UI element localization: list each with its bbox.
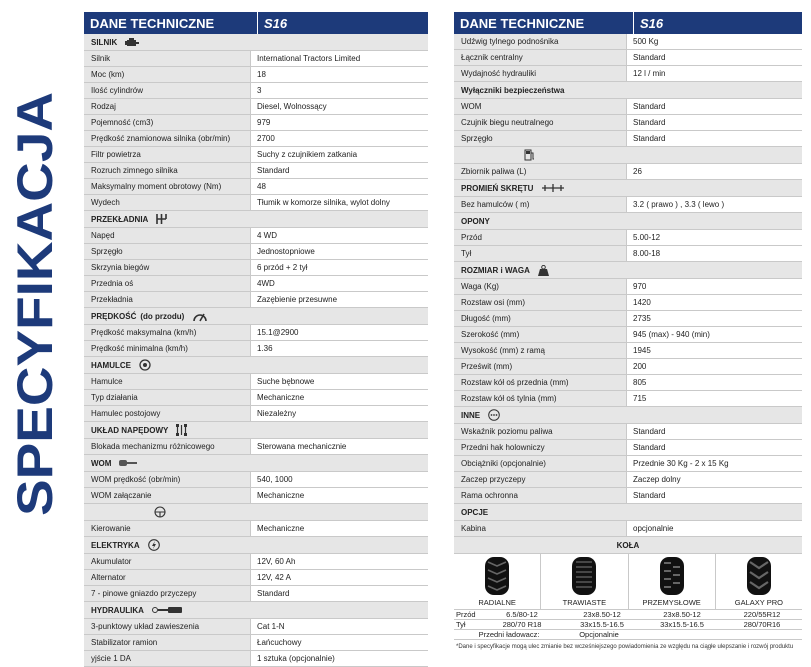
spec-row <box>454 99 802 115</box>
spec-row <box>84 439 428 455</box>
spec-label: Maksymalny moment obrotowy (Nm) <box>84 179 251 194</box>
spec-label: yjście 1 DA <box>84 651 251 666</box>
wheel-type-label: PRZEMYSŁOWE <box>642 598 701 607</box>
spec-label: Zaczep przyczepy <box>454 472 627 487</box>
section-header <box>454 213 802 230</box>
spec-label: Sprzęgło <box>454 131 627 146</box>
spec-label: Rozruch zimnego silnika <box>84 163 251 178</box>
spec-row <box>454 359 802 375</box>
spec-value: Sterowana mechanicznie <box>251 439 428 454</box>
spec-row <box>454 424 802 440</box>
wheel-type <box>454 554 541 609</box>
wheels-section-title: KOŁA <box>454 537 802 554</box>
section-header <box>84 308 428 325</box>
section-header <box>84 537 428 554</box>
section-title: ELEKTRYKA <box>91 540 140 550</box>
section-title: OPONY <box>461 216 490 226</box>
header-title: DANE TECHNICZNE <box>460 15 585 31</box>
spec-row <box>84 488 428 504</box>
spec-value: Jednostopniowe <box>251 244 428 259</box>
steering-icon <box>154 506 166 518</box>
spec-value: Standard <box>251 586 428 601</box>
spec-value: Mechaniczne <box>251 390 428 405</box>
spec-value: 200 <box>627 359 802 374</box>
spec-value: Suche bębnowe <box>251 374 428 389</box>
spec-row <box>84 147 428 163</box>
spec-row <box>454 456 802 472</box>
spec-value: Suchy z czujnikiem zatkania <box>251 147 428 162</box>
spec-row <box>84 115 428 131</box>
spec-label: Sprzęgło <box>84 244 251 259</box>
spec-value: 715 <box>627 391 802 406</box>
spec-label: Waga (Kg) <box>454 279 627 294</box>
spec-row <box>454 50 802 66</box>
spec-row <box>84 635 428 651</box>
spec-label: Zbiornik paliwa (L) <box>454 164 627 179</box>
spec-value: Standard <box>627 488 802 503</box>
spec-label: Filtr powietrza <box>84 147 251 162</box>
section-header <box>454 504 802 521</box>
wheel-type <box>716 554 802 609</box>
spec-row <box>84 228 428 244</box>
spec-value: Niezależny <box>251 406 428 421</box>
spec-value: Standard <box>627 440 802 455</box>
spec-row <box>84 325 428 341</box>
spec-value: Cat 1-N <box>251 619 428 634</box>
spec-value: Zaczep dolny <box>627 472 802 487</box>
wheel-front-row: Przód 6.5/80-12 23x8.50-12 23x8.50-12 220/55R12 <box>454 610 802 620</box>
spec-value: 540, 1000 <box>251 472 428 487</box>
spec-row <box>454 311 802 327</box>
spec-label: Rozstaw kół oś tylnia (mm) <box>454 391 627 406</box>
spec-row <box>84 131 428 147</box>
spec-row <box>84 83 428 99</box>
section-header <box>84 504 428 521</box>
spec-value: 12V, 60 Ah <box>251 554 428 569</box>
spec-label: Rama ochronna <box>454 488 627 503</box>
section-header <box>84 455 428 472</box>
pto-icon <box>119 458 137 468</box>
spec-row <box>84 570 428 586</box>
spec-row <box>84 554 428 570</box>
spec-row <box>454 391 802 407</box>
turning-icon <box>541 183 565 193</box>
spec-label: Stabilizator ramion <box>84 635 251 650</box>
spec-value: 1.36 <box>251 341 428 356</box>
vertical-title-text: SPECYFIKACJA <box>8 129 60 516</box>
section-title: HYDRAULIKA <box>91 605 144 615</box>
spec-label: Wydajność hydrauliki <box>454 66 627 81</box>
spec-row <box>84 179 428 195</box>
left-header <box>84 12 428 34</box>
spec-label: Alternator <box>84 570 251 585</box>
spec-row <box>84 521 428 537</box>
spec-label: Kabina <box>454 521 627 536</box>
header-model: S16 <box>633 12 663 34</box>
spec-value: Tłumik w komorze silnika, wylot dolny <box>251 195 428 210</box>
spec-row <box>84 292 428 308</box>
spec-label: Łącznik centralny <box>454 50 627 65</box>
spec-row <box>454 295 802 311</box>
spec-value: opcjonalnie <box>627 521 802 536</box>
spec-row <box>454 279 802 295</box>
spec-value: 12 l / min <box>627 66 802 81</box>
spec-value: 12V, 42 A <box>251 570 428 585</box>
spec-value: Diesel, Wolnossący <box>251 99 428 114</box>
spec-label: Przekładnia <box>84 292 251 307</box>
engine-icon <box>125 37 139 48</box>
spec-row <box>454 521 802 537</box>
electric-icon <box>148 539 160 551</box>
wheel-type <box>541 554 628 609</box>
spec-label: Kierowanie <box>84 521 251 536</box>
spec-value: International Tractors Limited <box>251 51 428 66</box>
section-header <box>84 602 428 619</box>
spec-label: Prędkość znamionowa silnika (obr/min) <box>84 131 251 146</box>
spec-row <box>84 195 428 211</box>
spec-label: Skrzynia biegów <box>84 260 251 275</box>
spec-row <box>454 164 802 180</box>
spec-value: Zazębienie przesuwne <box>251 292 428 307</box>
spec-value: 3 <box>251 83 428 98</box>
right-header <box>454 12 802 34</box>
section-header <box>84 211 428 228</box>
spec-row <box>84 276 428 292</box>
section-title: SILNIK <box>91 37 118 47</box>
spec-label: Akumulator <box>84 554 251 569</box>
spec-row <box>454 246 802 262</box>
spec-value: 979 <box>251 115 428 130</box>
hydraulic-icon <box>152 606 182 614</box>
spec-value: 970 <box>627 279 802 294</box>
fuel-icon <box>524 149 535 161</box>
section-title: WOM <box>91 458 112 468</box>
spec-label: Wydech <box>84 195 251 210</box>
vertical-title <box>8 88 60 518</box>
spec-value: Standard <box>627 131 802 146</box>
spec-row <box>84 260 428 276</box>
spec-value: 1420 <box>627 295 802 310</box>
spec-row <box>454 488 802 504</box>
spec-row <box>454 440 802 456</box>
section-title: OPCJE <box>461 507 489 517</box>
spec-label: Długość (mm) <box>454 311 627 326</box>
spec-label: Przód <box>454 230 627 245</box>
spec-value: Standard <box>251 163 428 178</box>
spec-row <box>84 67 428 83</box>
spec-row <box>84 99 428 115</box>
spec-label: Udźwig tylnego podnośnika <box>454 34 627 49</box>
spec-row <box>454 472 802 488</box>
wheel-type <box>629 554 716 609</box>
spec-value: Mechaniczne <box>251 521 428 536</box>
spec-label: Rodzaj <box>84 99 251 114</box>
spec-label: Obciążniki (opcjonalnie) <box>454 456 627 471</box>
spec-row <box>454 343 802 359</box>
spec-value: 4 WD <box>251 228 428 243</box>
spec-label: Hamulec postojowy <box>84 406 251 421</box>
spec-label: Typ działania <box>84 390 251 405</box>
right-spec-panel <box>454 12 802 651</box>
spec-label: Pojemność (cm3) <box>84 115 251 130</box>
spec-label: Ilość cylindrów <box>84 83 251 98</box>
left-spec-panel <box>84 12 428 667</box>
spec-value: 8.00-18 <box>627 246 802 261</box>
gearbox-icon <box>156 213 167 225</box>
weight-icon <box>538 265 549 276</box>
spec-value: Przednie 30 Kg - 2 x 15 Kg <box>627 456 802 471</box>
spec-value: 945 (max) - 940 (min) <box>627 327 802 342</box>
spec-row <box>84 244 428 260</box>
header-title: DANE TECHNICZNE <box>90 15 215 31</box>
spec-value: 1 sztuka (opcjonalnie) <box>251 651 428 666</box>
section-header <box>84 34 428 51</box>
spec-label: Prędkość minimalna (km/h) <box>84 341 251 356</box>
spec-row <box>454 115 802 131</box>
spec-value: 15.1@2900 <box>251 325 428 340</box>
spec-row <box>84 163 428 179</box>
spec-value: Standard <box>627 50 802 65</box>
spec-row <box>454 66 802 82</box>
spec-label: Wskaźnik poziomu paliwa <box>454 424 627 439</box>
spec-label: Przedni hak holowniczy <box>454 440 627 455</box>
spec-row <box>454 131 802 147</box>
spec-label: Tył <box>454 246 627 261</box>
tire-icon <box>716 556 802 596</box>
spec-label: WOM prędkość (obr/min) <box>84 472 251 487</box>
spec-label: 7 - pinowe gniazdo przyczepy <box>84 586 251 601</box>
spec-label: Moc (km) <box>84 67 251 82</box>
spec-row <box>454 34 802 50</box>
spec-value: 26 <box>627 164 802 179</box>
spec-row <box>84 341 428 357</box>
spec-row <box>84 374 428 390</box>
spec-row <box>84 51 428 67</box>
spec-label: Hamulce <box>84 374 251 389</box>
section-title: Wyłączniki bezpieczeństwa <box>461 85 565 95</box>
spec-value: Mechaniczne <box>251 488 428 503</box>
wheel-type-label: RADIALNE <box>478 598 516 607</box>
spec-label: Rozstaw osi (mm) <box>454 295 627 310</box>
section-header <box>84 422 428 439</box>
spec-label: Prędkość maksymalna (km/h) <box>84 325 251 340</box>
spec-label: Rozstaw kół oś przednia (mm) <box>454 375 627 390</box>
section-subtitle: (do przodu) <box>140 311 185 321</box>
section-header <box>454 147 802 164</box>
section-title: PRZEKŁADNIA <box>91 214 149 224</box>
section-header <box>454 180 802 197</box>
spec-value: 18 <box>251 67 428 82</box>
spec-row <box>84 390 428 406</box>
speedometer-icon <box>192 311 208 322</box>
spec-label: Napęd <box>84 228 251 243</box>
section-title: ROZMIAR i WAGA <box>461 265 530 275</box>
section-header <box>454 82 802 99</box>
wheel-type-label: GALAXY PRO <box>734 598 783 607</box>
spec-label: WOM <box>454 99 627 114</box>
wheel-types <box>454 554 802 610</box>
spec-label: 3-punktowy układ zawieszenia <box>84 619 251 634</box>
tire-icon <box>454 556 540 596</box>
spec-row <box>84 586 428 602</box>
spec-value: Łańcuchowy <box>251 635 428 650</box>
wheel-rear-row: Tył 280/70 R18 33x15.5-16.5 33x15.5-16.5 280/70R16 <box>454 620 802 630</box>
spec-label: Bez hamulców ( m) <box>454 197 627 212</box>
tire-icon <box>629 556 715 596</box>
wheel-type-label: TRAWIASTE <box>562 598 607 607</box>
spec-value: 805 <box>627 375 802 390</box>
section-title: PROMIEŃ SKRĘTU <box>461 183 534 193</box>
front-loader-row: Przedni ładowacz: Opcjonalnie <box>454 630 802 640</box>
spec-label: Szerokość (mm) <box>454 327 627 342</box>
brake-icon <box>139 359 151 371</box>
spec-label: Czujnik biegu neutralnego <box>454 115 627 130</box>
section-header <box>454 407 802 424</box>
section-header <box>84 357 428 374</box>
spec-value: 48 <box>251 179 428 194</box>
spec-label: Silnik <box>84 51 251 66</box>
spec-value: 1945 <box>627 343 802 358</box>
spec-value: Standard <box>627 424 802 439</box>
spec-value: 6 przód + 2 tył <box>251 260 428 275</box>
section-title: PRĘDKOŚĆ <box>91 311 137 321</box>
spec-row <box>84 619 428 635</box>
spec-value: 2700 <box>251 131 428 146</box>
spec-label: WOM załączanie <box>84 488 251 503</box>
disclaimer-note: *Dane i specyfikacje mogą ulec zmianie bez wcześniejszego powiadomienia ze względu na ciągłe ulepszanie i rozwój produktu <box>456 644 794 650</box>
spec-label: Przednia oś <box>84 276 251 291</box>
spec-row <box>454 197 802 213</box>
header-model: S16 <box>257 12 287 34</box>
section-title: HAMULCE <box>91 360 131 370</box>
spec-value: 2735 <box>627 311 802 326</box>
spec-label: Wysokość (mm) z ramą <box>454 343 627 358</box>
section-header <box>454 262 802 279</box>
spec-row <box>84 472 428 488</box>
section-title: INNE <box>461 410 481 420</box>
spec-row <box>454 230 802 246</box>
section-title: UKŁAD NAPĘDOWY <box>91 425 169 435</box>
spec-label: Prześwit (mm) <box>454 359 627 374</box>
spec-row <box>84 406 428 422</box>
spec-value: Standard <box>627 99 802 114</box>
spec-row <box>454 375 802 391</box>
spec-value: Standard <box>627 115 802 130</box>
spec-row <box>84 651 428 667</box>
tire-icon <box>541 556 627 596</box>
more-icon <box>488 409 500 421</box>
spec-value: 3.2 ( prawo ) , 3.3 ( lewo ) <box>627 197 802 212</box>
spec-value: 4WD <box>251 276 428 291</box>
drivetrain-icon <box>176 424 187 436</box>
spec-label: Blokada mechanizmu różnicowego <box>84 439 251 454</box>
spec-value: 500 Kg <box>627 34 802 49</box>
spec-row <box>454 327 802 343</box>
spec-value: 5.00-12 <box>627 230 802 245</box>
